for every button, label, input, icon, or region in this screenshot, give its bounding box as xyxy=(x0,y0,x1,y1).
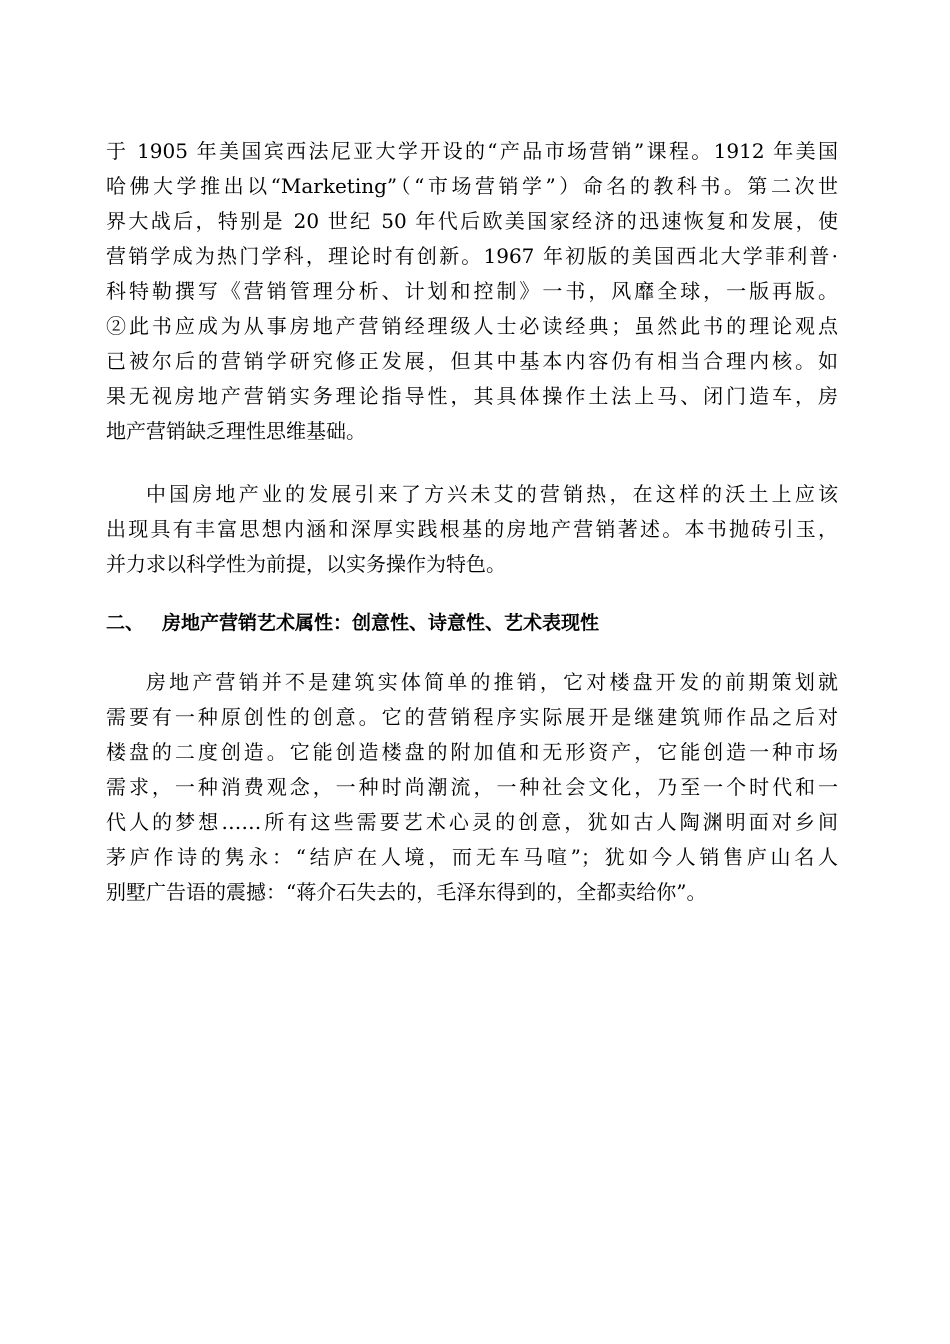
paragraph-line: 出现具有丰富思想内涵和深厚实践根基的房地产营销著述。本书抛砖引玉， xyxy=(106,517,838,541)
section-title: 房地产营销艺术属性：创意性、诗意性、艺术表现性 xyxy=(162,612,600,634)
paragraph-line: 于 1905 年美国宾西法尼亚大学开设的“产品市场营销”课程。1912 年美国 xyxy=(106,139,838,163)
paragraph-line: 代人的梦想……所有这些需要艺术心灵的创意，犹如古人陶渊明面对乡间 xyxy=(106,810,838,834)
paragraph-line: 已被尔后的营销学研究修正发展，但其中基本内容仍有相当合理内核。如 xyxy=(106,349,838,373)
paragraph-marketing-history xyxy=(106,134,838,449)
paragraph-line: 需要有一种原创性的创意。它的营销程序实际展开是继建筑师作品之后对 xyxy=(106,705,838,729)
paragraph-line: ②此书应成为从事房地产营销经理级人士必读经典；虽然此书的理论观点 xyxy=(106,314,838,338)
paragraph-line: 房地产营销并不是建筑实体简单的推销，它对楼盘开发的前期策划就 xyxy=(146,670,838,694)
paragraph-line: 科特勒撰写《营销管理分析、计划和控制》一书，风靡全球，一版再版。 xyxy=(106,279,838,303)
paragraph-art-attribute xyxy=(106,665,838,910)
paragraph-line: 界大战后，特别是 20 世纪 50 年代后欧美国家经济的迅速恢复和发展，使 xyxy=(106,209,838,233)
paragraph-line: 地产营销缺乏理性思维基础。 xyxy=(106,419,366,443)
section-number: 二、 xyxy=(106,612,145,634)
paragraph-line: 需求，一种消费观念，一种时尚潮流，一种社会文化，乃至一个时代和一 xyxy=(106,775,838,799)
paragraph-line: 果无视房地产营销实务理论指导性，其具体操作土法上马、闭门造车，房 xyxy=(106,384,838,408)
paragraph-line: 别墅广告语的震撼：“蒋介石失去的，毛泽东得到的，全都卖给你”。 xyxy=(106,880,707,904)
paragraph-china-market xyxy=(106,477,838,582)
paragraph-line: 营销学成为热门学科，理论时有创新。1967 年初版的美国西北大学菲利普· xyxy=(106,244,838,268)
paragraph-line: 哈佛大学推出以“Marketing”（“市场营销学”）命名的教科书。第二次世 xyxy=(106,174,838,198)
paragraph-line: 茅庐作诗的隽永：“结庐在人境，而无车马喧”；犹如今人销售庐山名人 xyxy=(106,845,838,869)
page-content xyxy=(106,134,838,910)
paragraph-line: 并力求以科学性为前提，以实务操作为特色。 xyxy=(106,552,506,576)
paragraph-line: 楼盘的二度创造。它能创造楼盘的附加值和无形资产，它能创造一种市场 xyxy=(106,740,838,764)
paragraph-line: 中国房地产业的发展引来了方兴未艾的营销热，在这样的沃土上应该 xyxy=(146,482,838,506)
section-heading xyxy=(106,606,838,641)
